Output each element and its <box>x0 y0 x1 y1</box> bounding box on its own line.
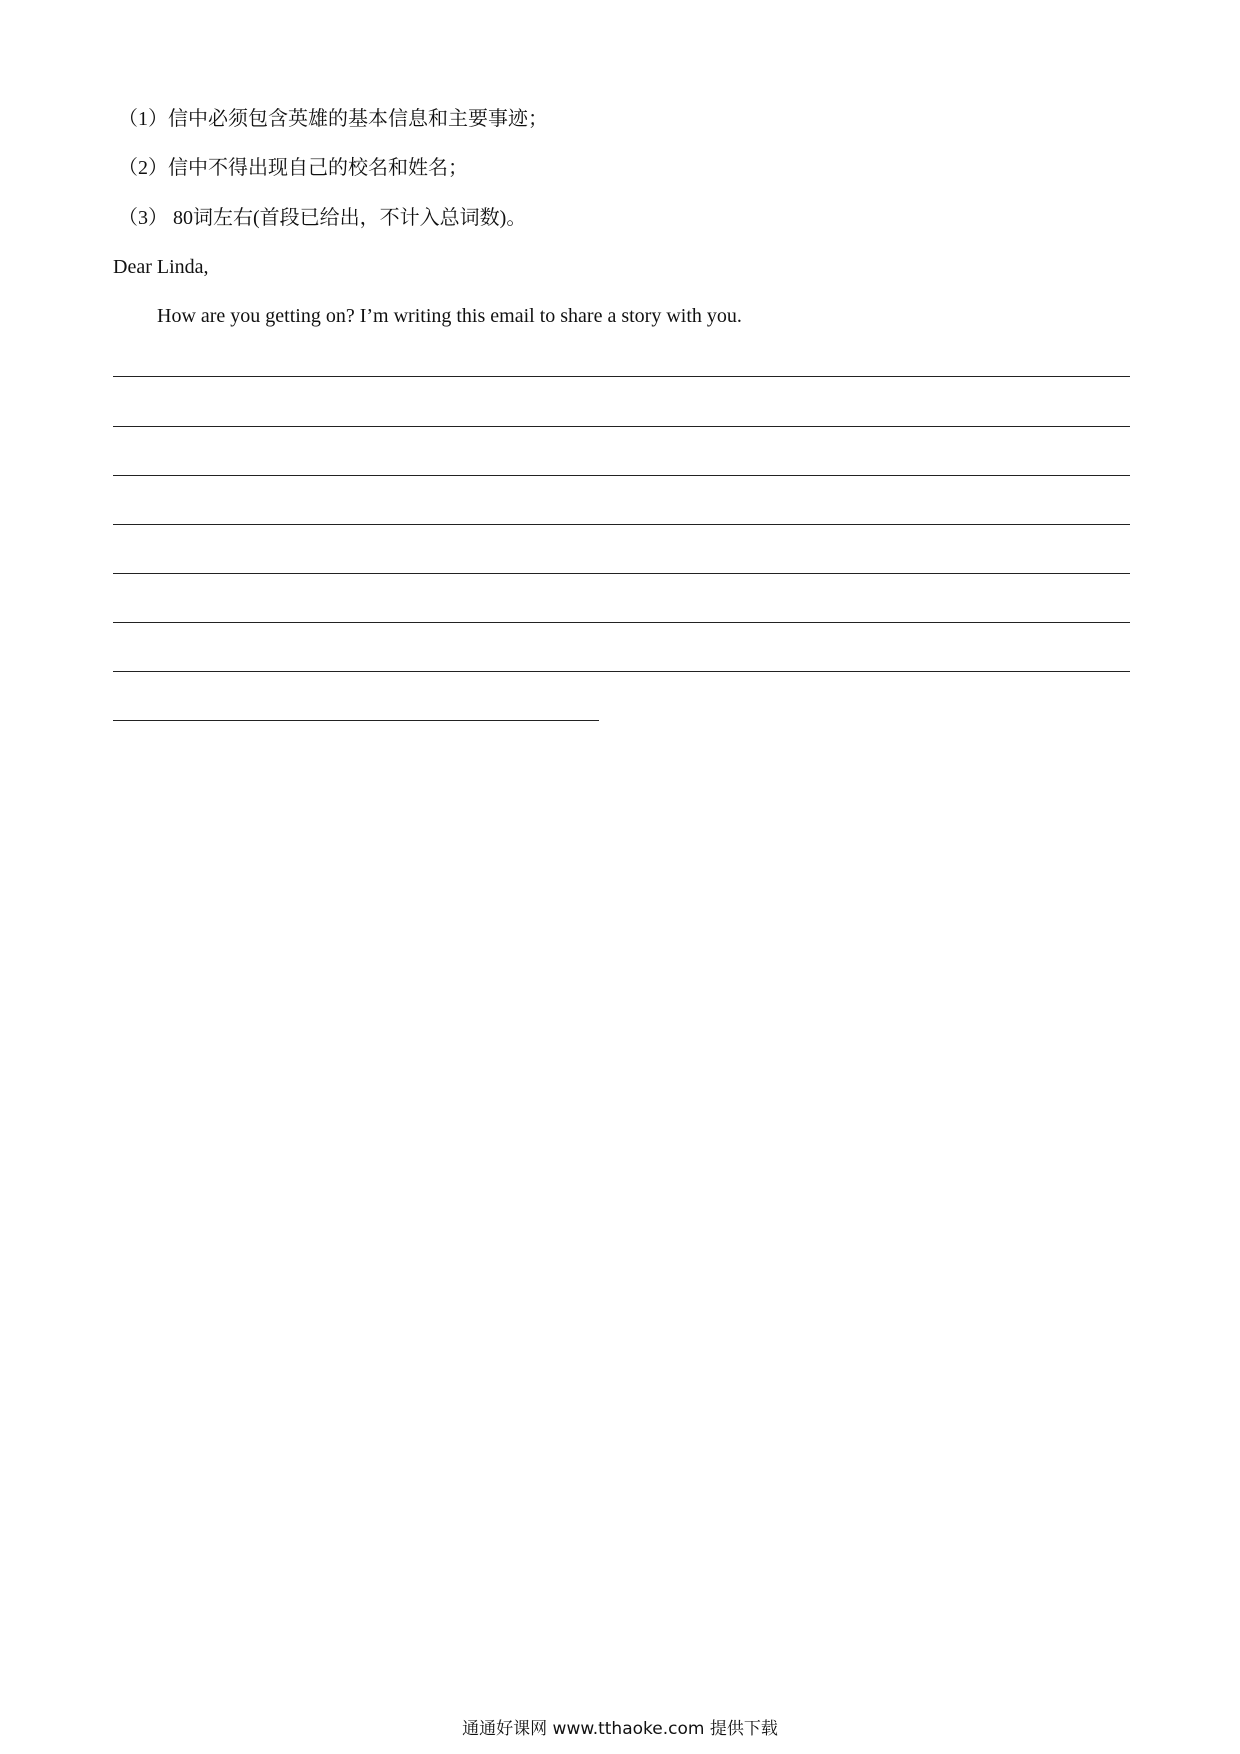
writing-line <box>113 475 1130 476</box>
letter-greeting: Dear Linda, <box>113 256 209 278</box>
writing-line <box>113 376 1130 377</box>
writing-line <box>113 524 1130 525</box>
writing-line-short <box>113 720 599 721</box>
requirement-1: （1）信中必须包含英雄的基本信息和主要事迹； <box>118 108 548 130</box>
writing-line <box>113 573 1130 574</box>
letter-opening: How are you getting on? I’m writing this email to share a story with you. <box>157 305 742 327</box>
writing-line <box>113 622 1130 623</box>
requirement-2: （2）信中不得出现自己的校名和姓名； <box>118 157 468 179</box>
requirement-3: （3） 80词左右(首段已给出，不计入总词数)。 <box>118 207 527 229</box>
footer-source: 通通好课网 www.tthaoke.com 提供下载 <box>462 1719 778 1739</box>
writing-line <box>113 671 1130 672</box>
writing-line <box>113 426 1130 427</box>
